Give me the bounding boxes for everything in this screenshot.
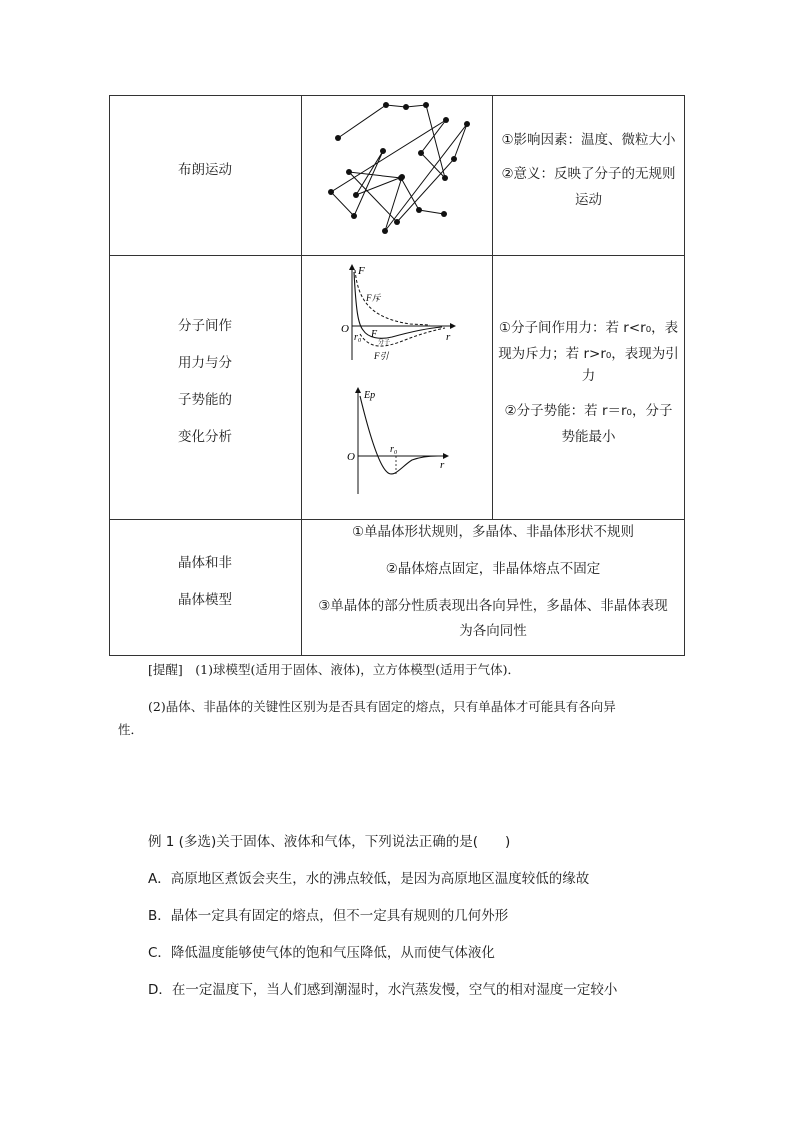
- force-r0-label: r₀: [354, 332, 362, 343]
- row3-title-2: 晶体模型: [178, 592, 232, 608]
- row2-title-2: 用力与分: [178, 355, 232, 371]
- option-a: A．高原地区煮饭会夹生，水的沸点较低，是因为高原地区温度较低的缘故: [148, 871, 590, 887]
- force-x-label: r: [446, 331, 451, 343]
- row2-title-1: 分子间作: [178, 318, 232, 334]
- row3-desc-2: ②晶体熔点固定，非晶体熔点不固定: [385, 561, 601, 577]
- net-force-label: F: [371, 329, 378, 340]
- energy-origin-label: O: [347, 451, 355, 463]
- row2-desc-3: 力: [581, 368, 596, 384]
- option-c: C．降低温度能够使气体的饱和气压降低，从而使气体液化: [148, 945, 495, 961]
- energy-y-label: Ep: [364, 390, 376, 401]
- row1-desc-1: ①影响因素：温度、微粒大小: [501, 132, 676, 148]
- force-origin-label: O: [341, 323, 349, 335]
- brownian-path: [331, 105, 467, 231]
- net-force-curve: [354, 272, 442, 338]
- row-divider: [110, 519, 684, 520]
- option-b: B．晶体一定具有固定的熔点，但不一定具有规则的几何外形: [148, 908, 509, 924]
- row2-desc-1: ①分子间作用力：若 r<r₀，表: [498, 320, 679, 336]
- potential-energy-graph: [340, 384, 460, 496]
- potential-energy-curve: [360, 396, 438, 474]
- energy-r0-label: r₀: [390, 444, 398, 455]
- reminder-note-3: 性．: [118, 722, 144, 737]
- row2-desc-5: 势能最小: [561, 429, 616, 445]
- row3-desc-4: 为各向同性: [459, 623, 527, 639]
- brownian-motion-diagram: [302, 96, 492, 254]
- question-stem: 例 1 (多选)关于固体、液体和气体，下列说法正确的是( ): [148, 834, 511, 850]
- reminder-note-2: (2)晶体、非晶体的关键性区别为是否具有固定的熔点，只有单晶体才可能具有各向异: [148, 699, 616, 714]
- row3-desc-3: ③单晶体的部分性质表现出各向异性，多晶体、非晶体表现: [318, 598, 668, 614]
- row3-desc-1: ①单晶体形状规则，多晶体、非晶体形状不规则: [351, 524, 635, 540]
- row2-desc-4: ②分子势能：若 r＝r₀，分子: [504, 403, 673, 419]
- attractive-label: F引: [374, 351, 389, 361]
- intermolecular-force-graph: [330, 260, 460, 370]
- row2-title-4: 变化分析: [178, 429, 232, 445]
- net-force-tag: 分子: [378, 340, 391, 346]
- repulsive-label: F斥: [366, 293, 381, 303]
- col-divider: [492, 96, 493, 519]
- row2-title-3: 子势能的: [178, 392, 232, 408]
- row3-title-1: 晶体和非: [178, 555, 232, 571]
- option-d: D．在一定温度下，当人们感到潮湿时，水汽蒸发慢，空气的相对湿度一定较小: [148, 982, 618, 998]
- row1-desc-3: 运动: [575, 192, 602, 208]
- force-y-label: F: [358, 265, 365, 277]
- energy-x-label: r: [440, 459, 445, 471]
- row2-desc-2: 现为斥力；若 r>r₀，表现为引: [498, 346, 679, 362]
- row1-desc-2: ②意义：反映了分子的无规则: [501, 166, 676, 182]
- particle-dots: [328, 102, 470, 234]
- row-divider: [110, 255, 684, 256]
- row1-title: 布朗运动: [178, 162, 232, 178]
- reminder-note-1: [提醒] (1)球模型(适用于固体、液体)，立方体模型(适用于气体)．: [148, 662, 520, 677]
